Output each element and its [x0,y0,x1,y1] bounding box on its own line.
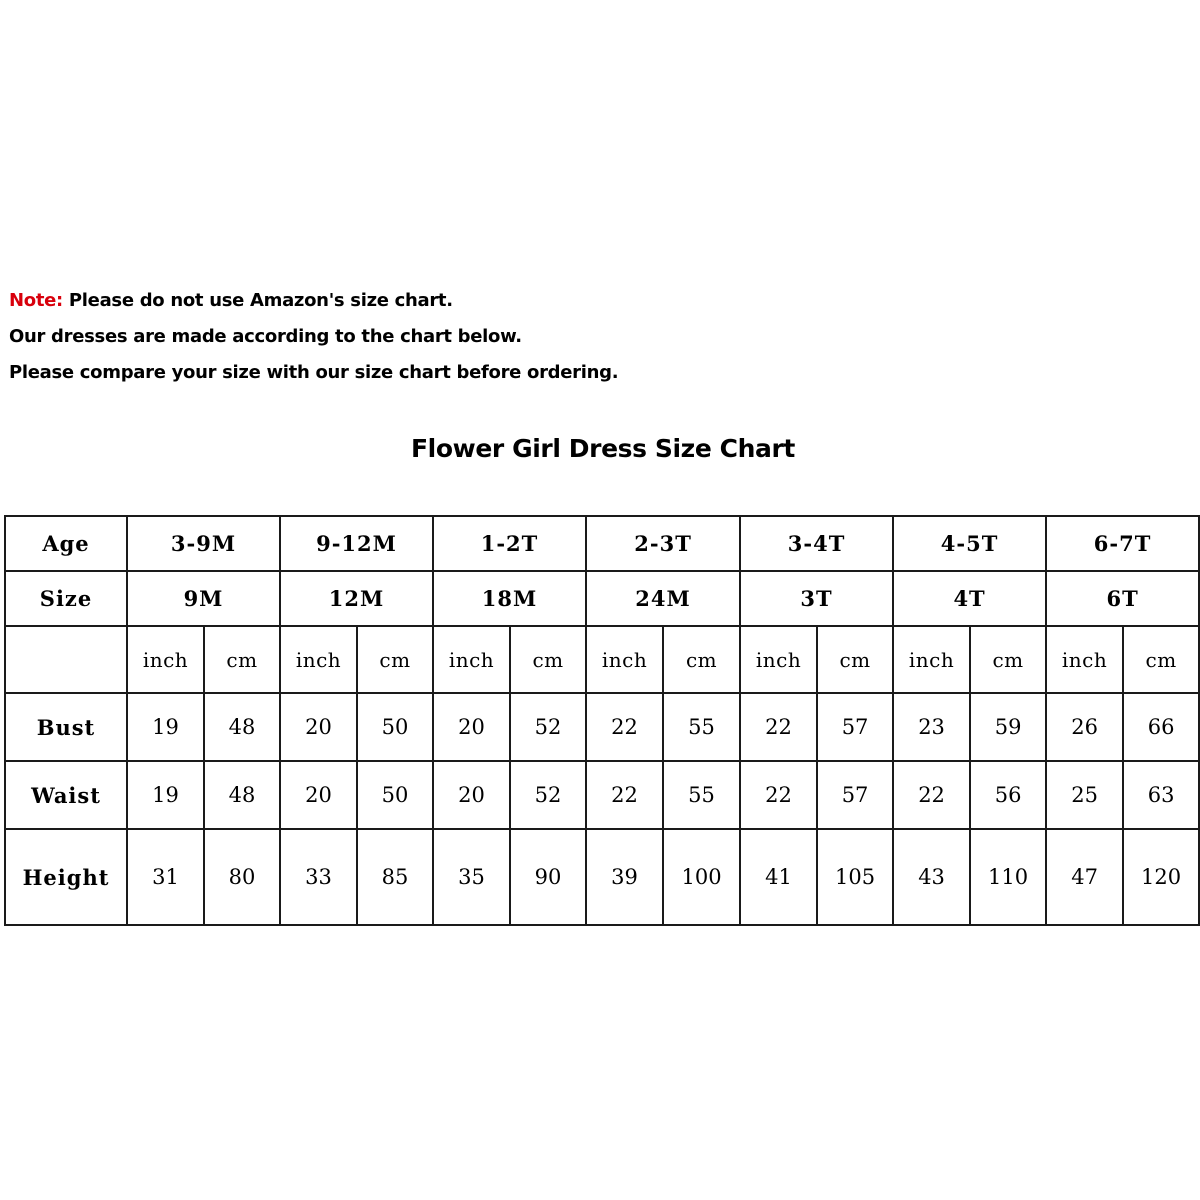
height-row [5,829,1199,925]
note-line-1 [9,283,618,319]
waist-cm-cell: 55 [663,761,740,829]
bust-inch-cell: 23 [893,693,970,761]
height-cm-cell: 120 [1123,829,1199,925]
age-row [5,516,1199,571]
unit-inch: inch [893,626,970,693]
waist-label: Waist [5,761,127,829]
waist-inch-cell: 25 [1046,761,1123,829]
bust-inch-cell: 19 [127,693,204,761]
age-cell: 3-4T [740,516,893,571]
waist-cm-cell: 50 [357,761,433,829]
size-cell: 6T [1046,571,1199,626]
waist-cm-cell: 63 [1123,761,1199,829]
bust-cm-cell: 52 [510,693,586,761]
size-label: Size [5,571,127,626]
waist-inch-cell: 22 [893,761,970,829]
bust-inch-cell: 20 [280,693,357,761]
notes-block [9,283,618,391]
chart-title: Flower Girl Dress Size Chart [411,434,795,463]
unit-inch: inch [127,626,204,693]
height-inch-cell: 43 [893,829,970,925]
waist-cm-cell: 56 [970,761,1046,829]
unit-cm: cm [970,626,1046,693]
size-cell: 9M [127,571,280,626]
unit-cm: cm [510,626,586,693]
height-inch-cell: 31 [127,829,204,925]
waist-inch-cell: 20 [280,761,357,829]
waist-inch-cell: 20 [433,761,510,829]
unit-inch: inch [586,626,663,693]
waist-row [5,761,1199,829]
height-cm-cell: 110 [970,829,1046,925]
size-cell: 18M [433,571,586,626]
unit-corner-cell [5,626,127,693]
age-cell: 1-2T [433,516,586,571]
height-inch-cell: 35 [433,829,510,925]
height-inch-cell: 33 [280,829,357,925]
waist-cm-cell: 57 [817,761,893,829]
height-cm-cell: 85 [357,829,433,925]
age-cell: 9-12M [280,516,433,571]
bust-inch-cell: 26 [1046,693,1123,761]
height-inch-cell: 47 [1046,829,1123,925]
unit-inch: inch [280,626,357,693]
note-line-3: Please compare your size with our size chart before ordering. [9,362,619,383]
unit-cm: cm [1123,626,1199,693]
age-cell: 2-3T [586,516,740,571]
note-line-2: Our dresses are made according to the chart below. [9,326,522,347]
bust-inch-cell: 22 [740,693,817,761]
height-cm-cell: 80 [204,829,280,925]
age-cell: 6-7T [1046,516,1199,571]
size-row [5,571,1199,626]
unit-cm: cm [357,626,433,693]
bust-label: Bust [5,693,127,761]
age-cell: 3-9M [127,516,280,571]
height-cm-cell: 105 [817,829,893,925]
unit-cm: cm [663,626,740,693]
unit-inch: inch [433,626,510,693]
bust-cm-cell: 50 [357,693,433,761]
size-chart-table [4,515,1200,926]
age-cell: 4-5T [893,516,1046,571]
size-cell: 4T [893,571,1046,626]
note-label: Note: [9,290,63,311]
size-cell: 24M [586,571,740,626]
unit-row [5,626,1199,693]
unit-inch: inch [740,626,817,693]
height-label: Height [5,829,127,925]
age-label: Age [5,516,127,571]
unit-cm: cm [817,626,893,693]
note-text-1: Please do not use Amazon's size chart. [62,290,453,311]
waist-cm-cell: 48 [204,761,280,829]
height-cm-cell: 90 [510,829,586,925]
waist-inch-cell: 19 [127,761,204,829]
bust-cm-cell: 59 [970,693,1046,761]
bust-cm-cell: 48 [204,693,280,761]
height-cm-cell: 100 [663,829,740,925]
bust-cm-cell: 57 [817,693,893,761]
size-cell: 3T [740,571,893,626]
waist-cm-cell: 52 [510,761,586,829]
height-inch-cell: 41 [740,829,817,925]
waist-inch-cell: 22 [740,761,817,829]
bust-cm-cell: 66 [1123,693,1199,761]
bust-inch-cell: 20 [433,693,510,761]
bust-row [5,693,1199,761]
unit-cm: cm [204,626,280,693]
unit-inch: inch [1046,626,1123,693]
size-cell: 12M [280,571,433,626]
waist-inch-cell: 22 [586,761,663,829]
height-inch-cell: 39 [586,829,663,925]
bust-inch-cell: 22 [586,693,663,761]
bust-cm-cell: 55 [663,693,740,761]
